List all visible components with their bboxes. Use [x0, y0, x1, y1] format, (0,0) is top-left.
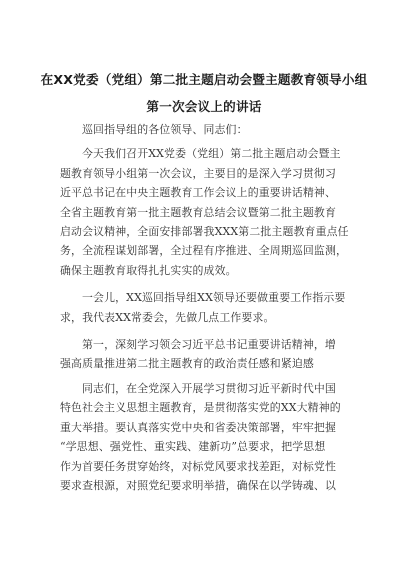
paragraph-line: 强高质量推进第二批主题教育的政治责任感和紧迫感: [60, 357, 314, 371]
paragraph-line: 今天我们召开XX党委（党组）第二批主题启动会暨主: [82, 147, 341, 161]
paragraph-line: 全省主题教育第一批主题教育总结会议暨第二批主题教育: [60, 205, 337, 219]
paragraph-line: 题教育领导小组第一次会议，主要目的是深入学习贯彻习: [60, 166, 337, 180]
paragraph-1: [60, 144, 350, 280]
paragraph-3-heading: [60, 335, 350, 374]
title-line-1: 在XX党委（党组）第二批主题启动会暨主题教育领导小组: [40, 72, 368, 87]
paragraph-line: 第一，深刻学习领会习近平总书记重要讲话精神，增: [82, 338, 336, 352]
paragraph-line: 要求查根源，对照党纪要求明举措，确保在以学铸魂、以: [60, 478, 337, 492]
paragraph-line: 求，我代表XX常委会，先做几点工作要求。: [60, 310, 275, 324]
paragraph-line: 近平总书记在中央主题教育工作会议上的重要讲话精神、: [60, 186, 337, 200]
paragraph-line: 特色社会主义思想主题教育，是贯彻落实党的XX大精神的: [60, 401, 341, 415]
paragraph-line: 同志们，在全党深入开展学习贯彻习近平新时代中国: [82, 381, 336, 395]
paragraph-line: “学思想、强党性、重实践、建新功”总要求，把学思想: [60, 440, 326, 454]
paragraph-line: 作为首要任务贯穿始终，对标党风要求找差距，对标党性: [60, 459, 337, 473]
paragraph-line: 重大举措。要认真落实党中央和省委决策部署，牢牢把握: [60, 420, 337, 434]
greeting: 巡回指导组的各位领导、同志们：: [82, 123, 248, 136]
paragraph-line: 确保主题教育取得扎扎实实的成效。: [60, 263, 237, 277]
paragraph-2: [60, 288, 350, 327]
document-title: [40, 66, 368, 120]
paragraph-4: [60, 379, 350, 495]
paragraph-line: 一会儿，XX巡回指导组XX领导还要做重要工作指示要: [82, 291, 346, 305]
paragraph-line: 启动会议精神，全面安排部署我XXX第二批主题教育重点任: [60, 225, 349, 239]
document-body: [60, 120, 350, 495]
title-line-2: 第一次会议上的讲话: [146, 99, 262, 114]
paragraph-line: 务，全流程谋划部署，全过程有序推进、全周期巡回监测，: [60, 244, 348, 258]
